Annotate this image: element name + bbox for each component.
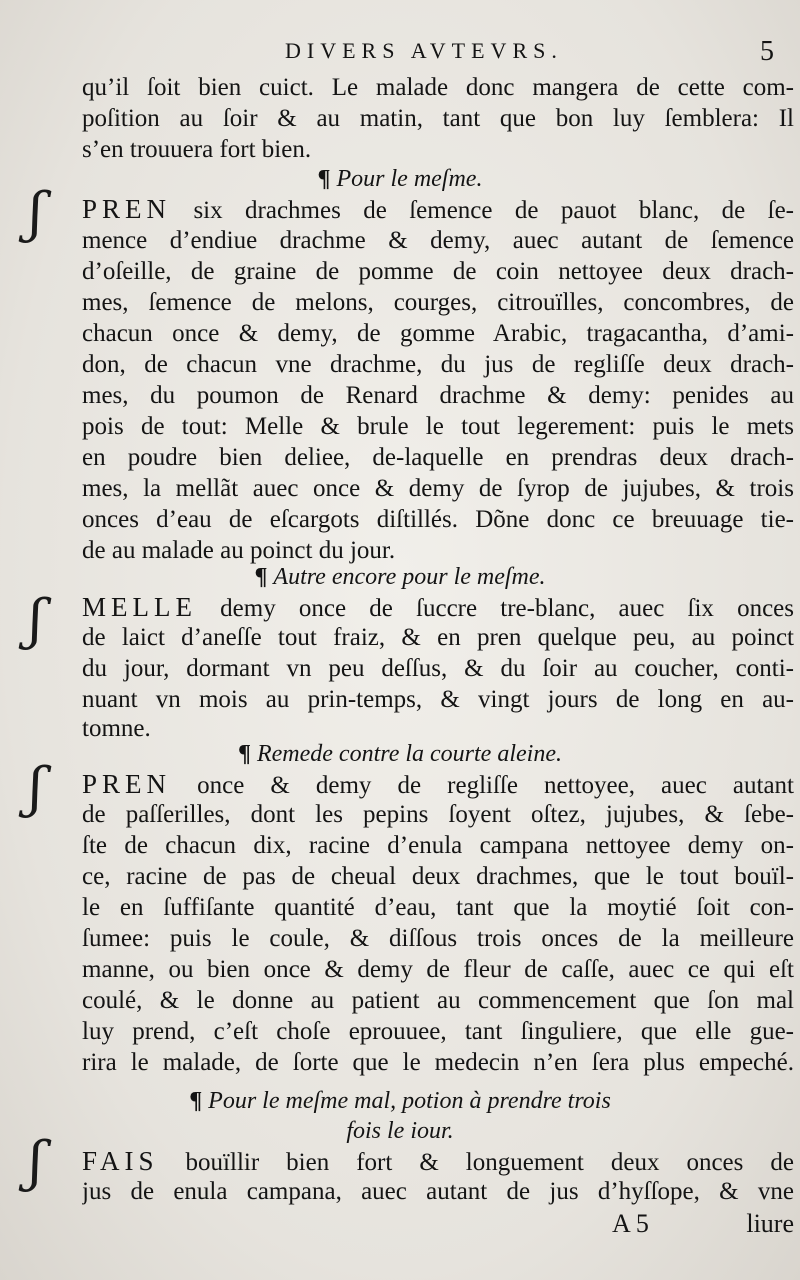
lead-word: MELLE — [82, 592, 197, 622]
page-number: 5 — [760, 36, 774, 67]
page-footer — [600, 1206, 794, 1242]
margin-mark: ʃ — [28, 756, 44, 819]
text-line: mes, du poumon de Renard drachme & demy: penides au — [82, 382, 794, 409]
text-line: nuant vn mois au prin-temps, & vingt jours de long en au- — [82, 686, 794, 713]
text-line: de laict d’aneſſe tout fraiz, & en pren quelque peu, au poinct — [82, 624, 794, 651]
text-line — [82, 591, 794, 623]
running-head-title: DIVERS AVTEVRS. — [285, 38, 563, 63]
text-line: onces d’eau de eſcargots diſtillés. Dõne donc ce breuuage tie- — [82, 506, 794, 533]
text-line: ſte de chacun dix, racine d’enula campana nettoyee demy on- — [82, 832, 794, 859]
text-line: qu’il ſoit bien cuict. Le malade donc mangera de cette com- — [82, 74, 794, 101]
text-line: rira le malade, de ſorte que le medecin n’en ſera plus empeché. — [82, 1049, 794, 1076]
text-line: chacun once & demy, de gomme Arabic, tragacantha, d’ami- — [82, 320, 794, 347]
margin-mark: ʃ — [28, 181, 44, 244]
text-line: tomne. — [82, 715, 151, 742]
text-line: ſumee: puis le coule, & diſſous trois onces de la meilleure — [82, 925, 794, 952]
text-line: mes, la mellãt auec once & demy de ſyrop de jujubes, & trois — [82, 475, 794, 502]
heading-text: Pour le meſme. — [336, 166, 483, 192]
heading-text: Remede contre la courte aleine. — [256, 741, 562, 767]
section-heading-4 — [0, 1085, 800, 1117]
line-text: six drachmes de ſemence de pauot blanc, de ſe- — [193, 197, 794, 224]
line-text: demy once de ſuccre tre-blanc, auec ſix onces — [220, 595, 794, 622]
line-text: bouïllir bien fort & longuement deux onces de — [185, 1149, 794, 1176]
text-line: manne, ou bien once & demy de fleur de caſſe, auec ce qui eſt — [82, 956, 794, 983]
heading-text: Pour le meſme mal, potion à prendre trois — [208, 1088, 611, 1114]
section-heading-4-continued: fois le iour. — [346, 1118, 454, 1144]
margin-mark: ʃ — [28, 588, 44, 651]
text-line: de au malade au poinct du jour. — [82, 537, 396, 564]
margin-mark: ʃ — [28, 1130, 44, 1193]
text-line — [82, 768, 794, 800]
section-heading-1 — [0, 163, 800, 195]
pilcrow-icon: ¶ — [254, 564, 268, 590]
text-line: d’oſeille, de graine de pomme de coin nettoyee deux drach- — [82, 258, 794, 285]
text-line: ce, racine de pas de cheual deux drachmes, que le tout bouïl- — [82, 863, 794, 890]
text-line: coulé, & le donne au patient au commencement que ſon mal — [82, 987, 794, 1014]
catchword: liure — [746, 1209, 794, 1238]
text-line: de paſſerilles, dont les pepins ſoyent oſtez, jujubes, & ſebe- — [82, 801, 794, 828]
lead-word: PREN — [82, 194, 172, 224]
text-line: s’en trouuera fort bien. — [82, 136, 312, 163]
pilcrow-icon: ¶ — [238, 741, 251, 767]
text-line — [82, 1145, 794, 1177]
text-line: poſition au ſoir & au matin, tant que bon luy ſemblera: Il — [82, 105, 794, 132]
text-line: en poudre bien deliee, de-laquelle en prendras deux drach- — [82, 444, 794, 471]
line-text: once & demy de regliſſe nettoyee, auec autant — [197, 772, 794, 799]
lead-word: PREN — [82, 769, 172, 799]
lead-word: FAIS — [82, 1146, 159, 1176]
pilcrow-icon: ¶ — [317, 166, 331, 192]
section-heading-3 — [0, 738, 800, 770]
text-line: mes, ſemence de melons, courges, citrouïlles, concombres, de — [82, 289, 794, 316]
text-line: mence d’endiue drachme & demy, auec autant de ſemence — [82, 227, 794, 254]
text-line: du jour, dormant vn peu deſſus, & du ſoir au coucher, conti- — [82, 655, 794, 682]
signature-mark: A 5 — [612, 1209, 649, 1238]
section-heading-2 — [0, 561, 800, 593]
heading-text: Autre encore pour le meſme. — [273, 564, 546, 590]
text-line: pois de tout: Melle & brule le tout legerement: puis le mets — [82, 413, 794, 440]
text-line: jus de enula campana, auec autant de jus d’hyſſope, & vne — [82, 1178, 794, 1205]
text-line: le en ſuffiſante quantité d’eau, tant que la moytié ſoit con- — [82, 894, 794, 921]
pilcrow-icon: ¶ — [189, 1088, 203, 1114]
text-line: luy prend, c’eſt choſe eprouuee, tant ſinguliere, que elle gue- — [82, 1018, 794, 1045]
running-head — [0, 38, 800, 72]
text-line — [82, 193, 794, 225]
text-line: don, de chacun vne drachme, du jus de regliſſe deux drach- — [82, 351, 794, 378]
